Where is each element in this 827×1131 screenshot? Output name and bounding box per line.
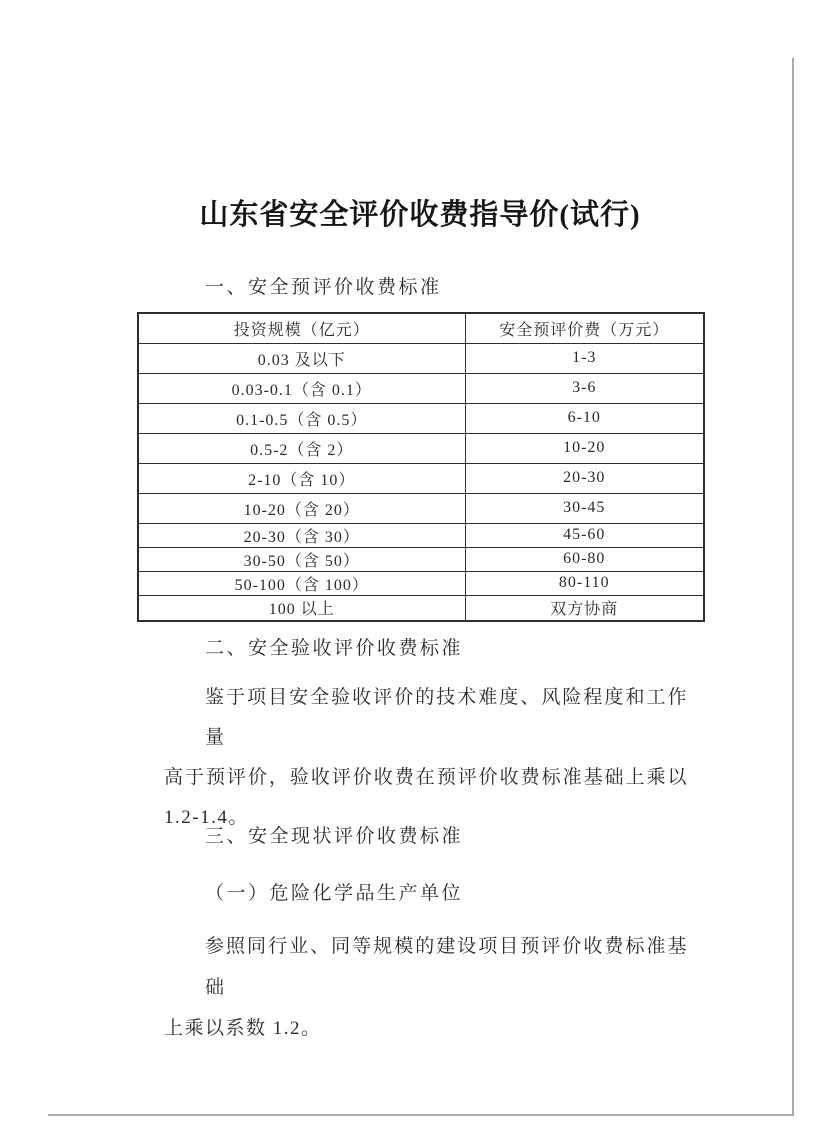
table-row [138, 523, 704, 547]
cell-investment-scale: 100 以上 [138, 595, 465, 621]
table-row [138, 571, 704, 595]
cell-evaluation-fee: 10-20 [465, 433, 704, 463]
section1-heading: 一、安全预评价收费标准 [205, 277, 442, 298]
section3-subheading: （一）危险化学品生产单位 [205, 883, 464, 904]
cell-investment-scale: 30-50（含 50） [138, 547, 465, 571]
table-row [138, 595, 704, 621]
cell-investment-scale: 2-10（含 10） [138, 463, 465, 493]
cell-investment-scale: 0.5-2（含 2） [138, 433, 465, 463]
cell-evaluation-fee: 6-10 [465, 403, 704, 433]
cell-investment-scale: 0.03 及以下 [138, 343, 465, 373]
section3-heading: 三、安全现状评价收费标准 [205, 826, 464, 847]
cell-evaluation-fee: 80-110 [465, 571, 704, 595]
table-row [138, 547, 704, 571]
cell-evaluation-fee: 3-6 [465, 373, 704, 403]
cell-evaluation-fee: 1-3 [465, 343, 704, 373]
table-row [138, 343, 704, 373]
section2-paragraph [164, 678, 688, 838]
table-row [138, 493, 704, 523]
table-row [138, 433, 704, 463]
fee-table [137, 312, 705, 622]
table-row [138, 463, 704, 493]
cell-investment-scale: 10-20（含 20） [138, 493, 465, 523]
cell-evaluation-fee: 45-60 [465, 523, 704, 547]
cell-investment-scale: 0.1-0.5（含 0.5） [138, 403, 465, 433]
cell-investment-scale: 20-30（含 30） [138, 523, 465, 547]
cell-evaluation-fee: 双方协商 [465, 595, 704, 621]
table-header-row [138, 313, 704, 343]
cell-investment-scale: 50-100（含 100） [138, 571, 465, 595]
cell-evaluation-fee: 30-45 [465, 493, 704, 523]
paragraph-line: 鉴于项目安全验收评价的技术难度、风险程度和工作量 [205, 687, 688, 748]
paragraph-line: 参照同行业、同等规模的建设项目预评价收费标准基础 [205, 936, 688, 998]
page-edge-right [792, 58, 794, 1116]
table-row [138, 403, 704, 433]
paragraph-line: 1.2-1.4。 [164, 807, 249, 828]
cell-evaluation-fee: 20-30 [465, 463, 704, 493]
section3-paragraph [164, 926, 688, 1049]
cell-evaluation-fee: 60-80 [465, 547, 704, 571]
paragraph-line: 上乘以系数 1.2。 [164, 1018, 322, 1039]
paragraph-line: 高于预评价，验收评价收费在预评价收费标准基础上乘以 [164, 767, 688, 788]
column-header-investment-scale: 投资规模（亿元） [138, 313, 465, 343]
column-header-evaluation-fee: 安全预评价费（万元） [465, 313, 704, 343]
section2-heading: 二、安全验收评价收费标准 [205, 638, 464, 659]
table-row [138, 373, 704, 403]
document-title: 山东省安全评价收费指导价(试行) [199, 199, 641, 231]
page-edge-bottom [48, 1114, 794, 1116]
cell-investment-scale: 0.03-0.1（含 0.1） [138, 373, 465, 403]
